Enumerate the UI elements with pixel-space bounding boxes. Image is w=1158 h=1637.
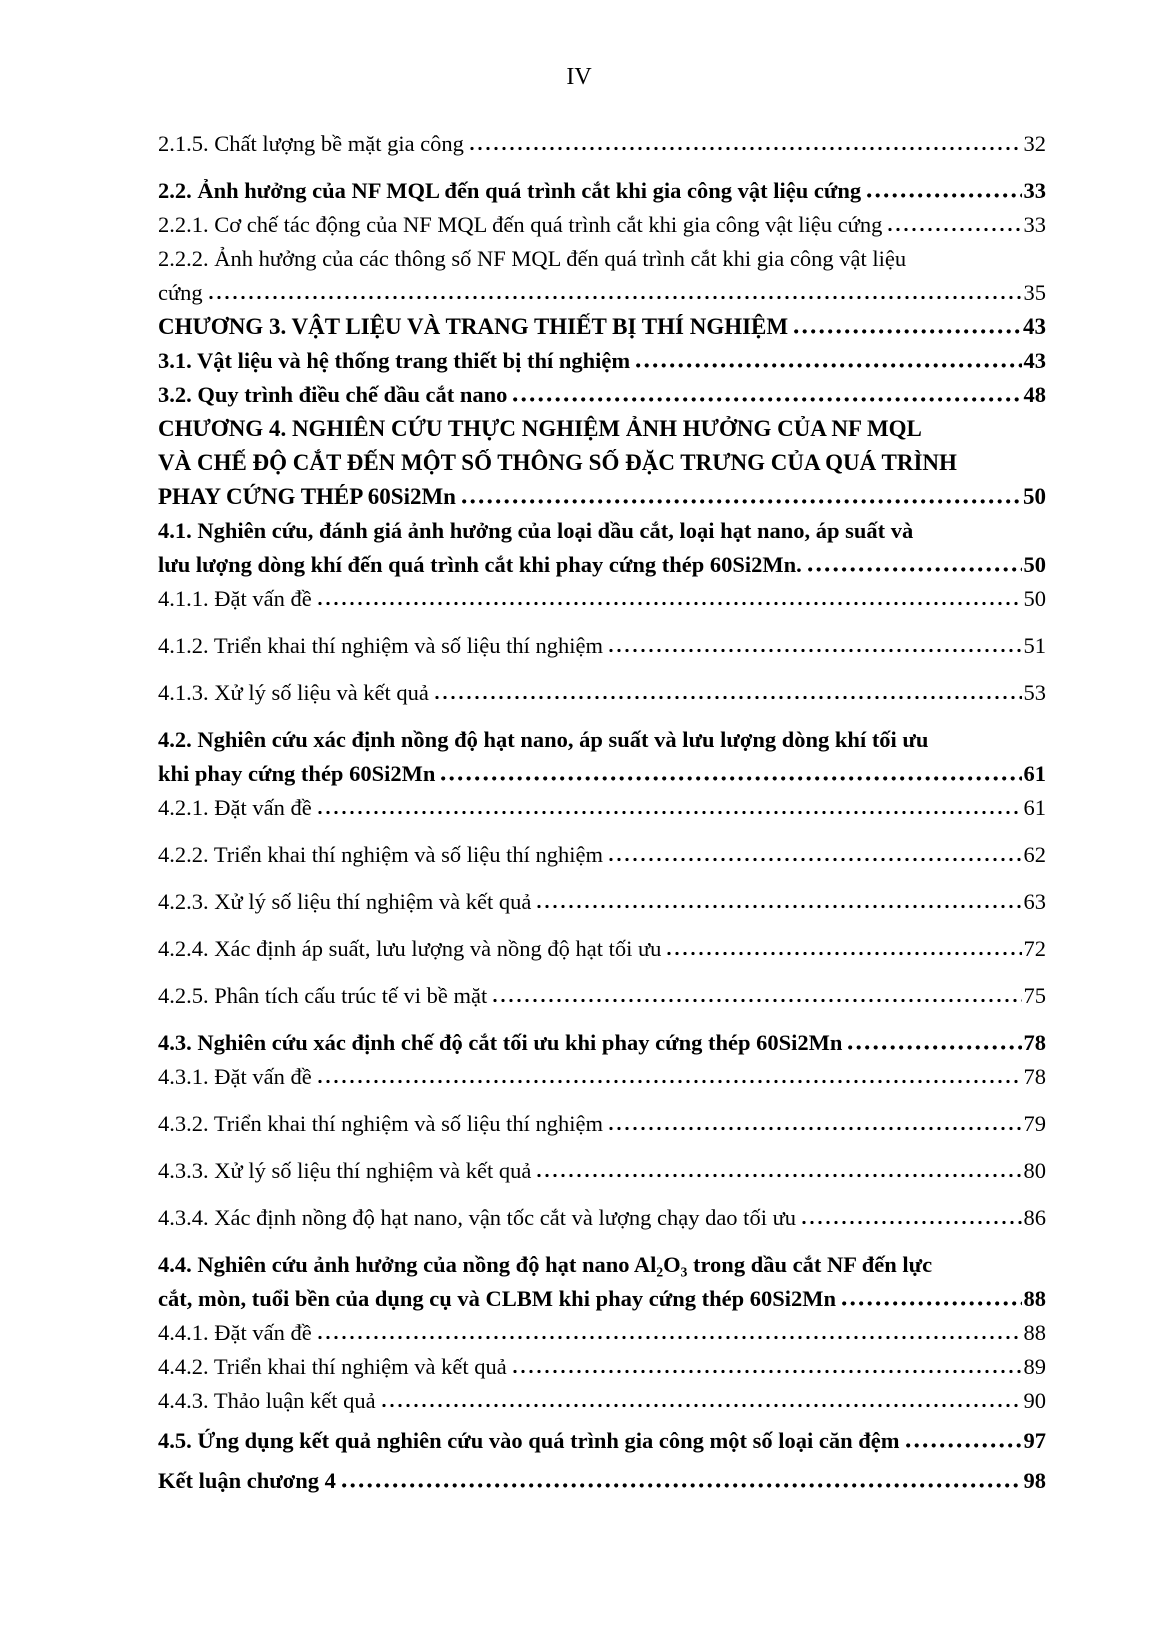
dot-leader — [867, 193, 1021, 198]
dot-leader — [808, 567, 1022, 572]
toc-line — [158, 480, 1046, 514]
toc-entry-title: 4.2. Nghiên cứu xác định nồng độ hạt nano, áp suất và lưu lượng dòng khí tối ưu — [158, 727, 929, 752]
toc-entry-title: 2.2.1. Cơ chế tác động của NF MQL đến quá trình cắt khi gia công vật liệu cứng — [158, 212, 883, 237]
toc-line — [158, 208, 1046, 242]
toc-entry-title: 2.2. Ảnh hưởng của NF MQL đến quá trình cắt khi gia công vật liệu cứng — [158, 178, 862, 203]
toc-entry — [158, 723, 1046, 791]
toc-entry-title: CHƯƠNG 4. NGHIÊN CỨU THỰC NGHIỆM ẢNH HƯỞNG CỦA NF MQL — [158, 416, 922, 441]
toc-line — [158, 932, 1046, 966]
toc-line — [158, 1384, 1046, 1418]
toc-entry — [158, 310, 1046, 344]
toc-line — [158, 1201, 1046, 1235]
toc-entry — [158, 1248, 1046, 1316]
table-of-contents — [158, 127, 1046, 1498]
toc-entry — [158, 1424, 1046, 1458]
toc-page-number: 43 — [1023, 348, 1046, 373]
toc-entry — [158, 1464, 1046, 1498]
page-number-header: IV — [566, 64, 592, 90]
toc-entry — [158, 208, 1046, 242]
toc-entry-title: khi phay cứng thép 60Si2Mn — [158, 761, 436, 786]
toc-page-number: 80 — [1023, 1158, 1046, 1183]
toc-entry — [158, 1154, 1046, 1188]
toc-entry-title: 4.4.3. Thảo luận kết quả — [158, 1388, 376, 1413]
dot-leader — [435, 695, 1022, 700]
dot-leader — [441, 776, 1021, 781]
toc-entry-title: 4.4.1. Đặt vấn đề — [158, 1320, 312, 1345]
toc-entry-title: PHAY CỨNG THÉP 60Si2Mn — [158, 484, 456, 509]
toc-line — [158, 174, 1046, 208]
toc-line — [158, 1107, 1046, 1141]
toc-entry — [158, 1201, 1046, 1235]
toc-entry-title: 4.1.3. Xử lý số liệu và kết quả — [158, 680, 429, 705]
toc-line — [158, 791, 1046, 825]
toc-page-number: 61 — [1023, 761, 1046, 786]
toc-line — [158, 1350, 1046, 1384]
toc-entry — [158, 838, 1046, 872]
toc-entry-title: 4.3.1. Đặt vấn đề — [158, 1064, 312, 1089]
dot-leader — [318, 1335, 1022, 1340]
dot-leader — [906, 1443, 1022, 1448]
toc-line — [158, 242, 1046, 276]
toc-entry-title: lưu lượng dòng khí đến quá trình cắt khi phay cứng thép 60Si2Mn. — [158, 552, 802, 577]
toc-entry-title: 4.1.1. Đặt vấn đề — [158, 586, 312, 611]
dot-leader — [609, 857, 1022, 862]
dot-leader — [802, 1220, 1021, 1225]
toc-line — [158, 1154, 1046, 1188]
toc-entry-title: 4.2.3. Xử lý số liệu thí nghiệm và kết quả — [158, 889, 532, 914]
toc-line — [158, 1026, 1046, 1060]
toc-line — [158, 1464, 1046, 1498]
toc-page-number: 78 — [1023, 1030, 1046, 1055]
toc-page-number: 79 — [1023, 1111, 1046, 1136]
toc-page-number: 63 — [1023, 889, 1046, 914]
toc-entry — [158, 514, 1046, 582]
toc-entry-title: 2.1.5. Chất lượng bề mặt gia công — [158, 131, 464, 156]
dot-leader — [462, 499, 1021, 504]
toc-page-number: 53 — [1023, 680, 1046, 705]
toc-entry-title: 4.1.2. Triển khai thí nghiệm và số liệu thí nghiệm — [158, 633, 603, 658]
toc-entry-title: 4.3.2. Triển khai thí nghiệm và số liệu thí nghiệm — [158, 1111, 603, 1136]
toc-entry-title: 4.2.2. Triển khai thí nghiệm và số liệu thí nghiệm — [158, 842, 603, 867]
toc-page-number: 43 — [1023, 314, 1046, 339]
toc-entry — [158, 582, 1046, 616]
toc-page-number: 51 — [1023, 633, 1046, 658]
toc-page-number: 78 — [1023, 1064, 1046, 1089]
toc-entry — [158, 1107, 1046, 1141]
toc-entry-title: Kết luận chương 4 — [158, 1468, 336, 1493]
toc-entry — [158, 932, 1046, 966]
toc-line — [158, 757, 1046, 791]
dot-leader — [382, 1403, 1022, 1408]
toc-entry-title: 3.1. Vật liệu và hệ thống trang thiết bị thí nghiệm — [158, 348, 631, 373]
toc-entry — [158, 1026, 1046, 1060]
toc-entry-title: 4.5. Ứng dụng kết quả nghiên cứu vào quá trình gia công một số loại căn đệm — [158, 1428, 900, 1453]
toc-line — [158, 127, 1046, 161]
dot-leader — [537, 1173, 1021, 1178]
toc-entry — [158, 1316, 1046, 1350]
toc-entry — [158, 344, 1046, 378]
toc-line — [158, 446, 1046, 480]
toc-entry-title: 4.4. Nghiên cứu ảnh hưởng của nồng độ hạt nano Al₂O₃ trong dầu cắt NF đến lực — [158, 1252, 933, 1277]
toc-entry-title: cứng — [158, 280, 203, 305]
dot-leader — [493, 998, 1021, 1003]
dot-leader — [318, 601, 1022, 606]
toc-page-number: 50 — [1023, 586, 1046, 611]
toc-entry — [158, 242, 1046, 310]
toc-entry — [158, 629, 1046, 663]
toc-line — [158, 979, 1046, 1013]
toc-entry — [158, 885, 1046, 919]
toc-entry — [158, 676, 1046, 710]
toc-page-number: 88 — [1023, 1286, 1046, 1311]
dot-leader — [537, 904, 1021, 909]
toc-entry-title: 4.2.4. Xác định áp suất, lưu lượng và nồng độ hạt tối ưu — [158, 936, 662, 961]
toc-entry — [158, 412, 1046, 514]
toc-page-number: 72 — [1023, 936, 1046, 961]
dot-leader — [513, 397, 1021, 402]
toc-line — [158, 582, 1046, 616]
toc-entry — [158, 127, 1046, 161]
toc-entry — [158, 378, 1046, 412]
toc-page-number: 88 — [1023, 1320, 1046, 1345]
toc-entry-title: 4.3. Nghiên cứu xác định chế độ cắt tối ưu khi phay cứng thép 60Si2Mn — [158, 1030, 843, 1055]
dot-leader — [342, 1483, 1022, 1488]
toc-entry — [158, 1384, 1046, 1418]
toc-entry-title: 4.4.2. Triển khai thí nghiệm và kết quả — [158, 1354, 507, 1379]
toc-line — [158, 344, 1046, 378]
dot-leader — [609, 648, 1022, 653]
dot-leader — [209, 295, 1022, 300]
toc-page-number: 61 — [1023, 795, 1046, 820]
toc-line — [158, 885, 1046, 919]
dot-leader — [667, 951, 1021, 956]
toc-entry-title: 2.2.2. Ảnh hưởng của các thông số NF MQL đến quá trình cắt khi gia công vật liệu — [158, 246, 907, 271]
toc-line — [158, 378, 1046, 412]
toc-page-number: 50 — [1023, 484, 1046, 509]
toc-entry — [158, 791, 1046, 825]
toc-line — [158, 276, 1046, 310]
dot-leader — [318, 810, 1022, 815]
toc-page-number: 98 — [1023, 1468, 1046, 1493]
toc-entry-title: 3.2. Quy trình điều chế dầu cắt nano — [158, 382, 508, 407]
dot-leader — [888, 227, 1021, 232]
toc-entry — [158, 1060, 1046, 1094]
toc-line — [158, 548, 1046, 582]
toc-line — [158, 838, 1046, 872]
toc-page-number: 62 — [1023, 842, 1046, 867]
toc-entry-title: 4.3.4. Xác định nồng độ hạt nano, vận tốc cắt và lượng chạy dao tối ưu — [158, 1205, 797, 1230]
toc-line — [158, 1424, 1046, 1458]
dot-leader — [513, 1369, 1022, 1374]
toc-entry — [158, 979, 1046, 1013]
toc-page-number: 90 — [1023, 1388, 1046, 1413]
toc-entry — [158, 174, 1046, 208]
toc-page-number: 48 — [1023, 382, 1046, 407]
toc-page-number: 86 — [1023, 1205, 1046, 1230]
toc-line — [158, 310, 1046, 344]
toc-page-number: 32 — [1023, 131, 1046, 156]
toc-entry-title: cắt, mòn, tuổi bền của dụng cụ và CLBM khi phay cứng thép 60Si2Mn — [158, 1286, 836, 1311]
dot-leader — [794, 329, 1021, 334]
toc-entry-title: 4.2.5. Phân tích cấu trúc tế vi bề mặt — [158, 983, 488, 1008]
toc-line — [158, 1282, 1046, 1316]
toc-page-number: 33 — [1023, 212, 1046, 237]
toc-page-number: 50 — [1023, 552, 1046, 577]
dot-leader — [636, 363, 1021, 368]
toc-page-number: 97 — [1023, 1428, 1046, 1453]
toc-entry-title: 4.2.1. Đặt vấn đề — [158, 795, 312, 820]
dot-leader — [609, 1126, 1022, 1131]
toc-line — [158, 1248, 1046, 1282]
toc-page-number: 33 — [1023, 178, 1046, 203]
toc-line — [158, 514, 1046, 548]
toc-line — [158, 723, 1046, 757]
toc-entry-title: 4.3.3. Xử lý số liệu thí nghiệm và kết quả — [158, 1158, 532, 1183]
toc-line — [158, 629, 1046, 663]
toc-page-number: 75 — [1023, 983, 1046, 1008]
toc-entry-title: VÀ CHẾ ĐỘ CẮT ĐẾN MỘT SỐ THÔNG SỐ ĐẶC TRƯNG CỦA QUÁ TRÌNH — [158, 450, 957, 475]
toc-line — [158, 412, 1046, 446]
dot-leader — [848, 1045, 1021, 1050]
dot-leader — [318, 1079, 1022, 1084]
toc-page-number: 89 — [1023, 1354, 1046, 1379]
dot-leader — [842, 1301, 1022, 1306]
toc-line — [158, 676, 1046, 710]
dot-leader — [470, 146, 1022, 151]
toc-page-number: 35 — [1023, 280, 1046, 305]
toc-line — [158, 1060, 1046, 1094]
toc-line — [158, 1316, 1046, 1350]
toc-entry — [158, 1350, 1046, 1384]
toc-entry-title: 4.1. Nghiên cứu, đánh giá ảnh hưởng của loại dầu cắt, loại hạt nano, áp suất và — [158, 518, 914, 543]
toc-entry-title: CHƯƠNG 3. VẬT LIỆU VÀ TRANG THIẾT BỊ THÍ NGHIỆM — [158, 314, 789, 339]
